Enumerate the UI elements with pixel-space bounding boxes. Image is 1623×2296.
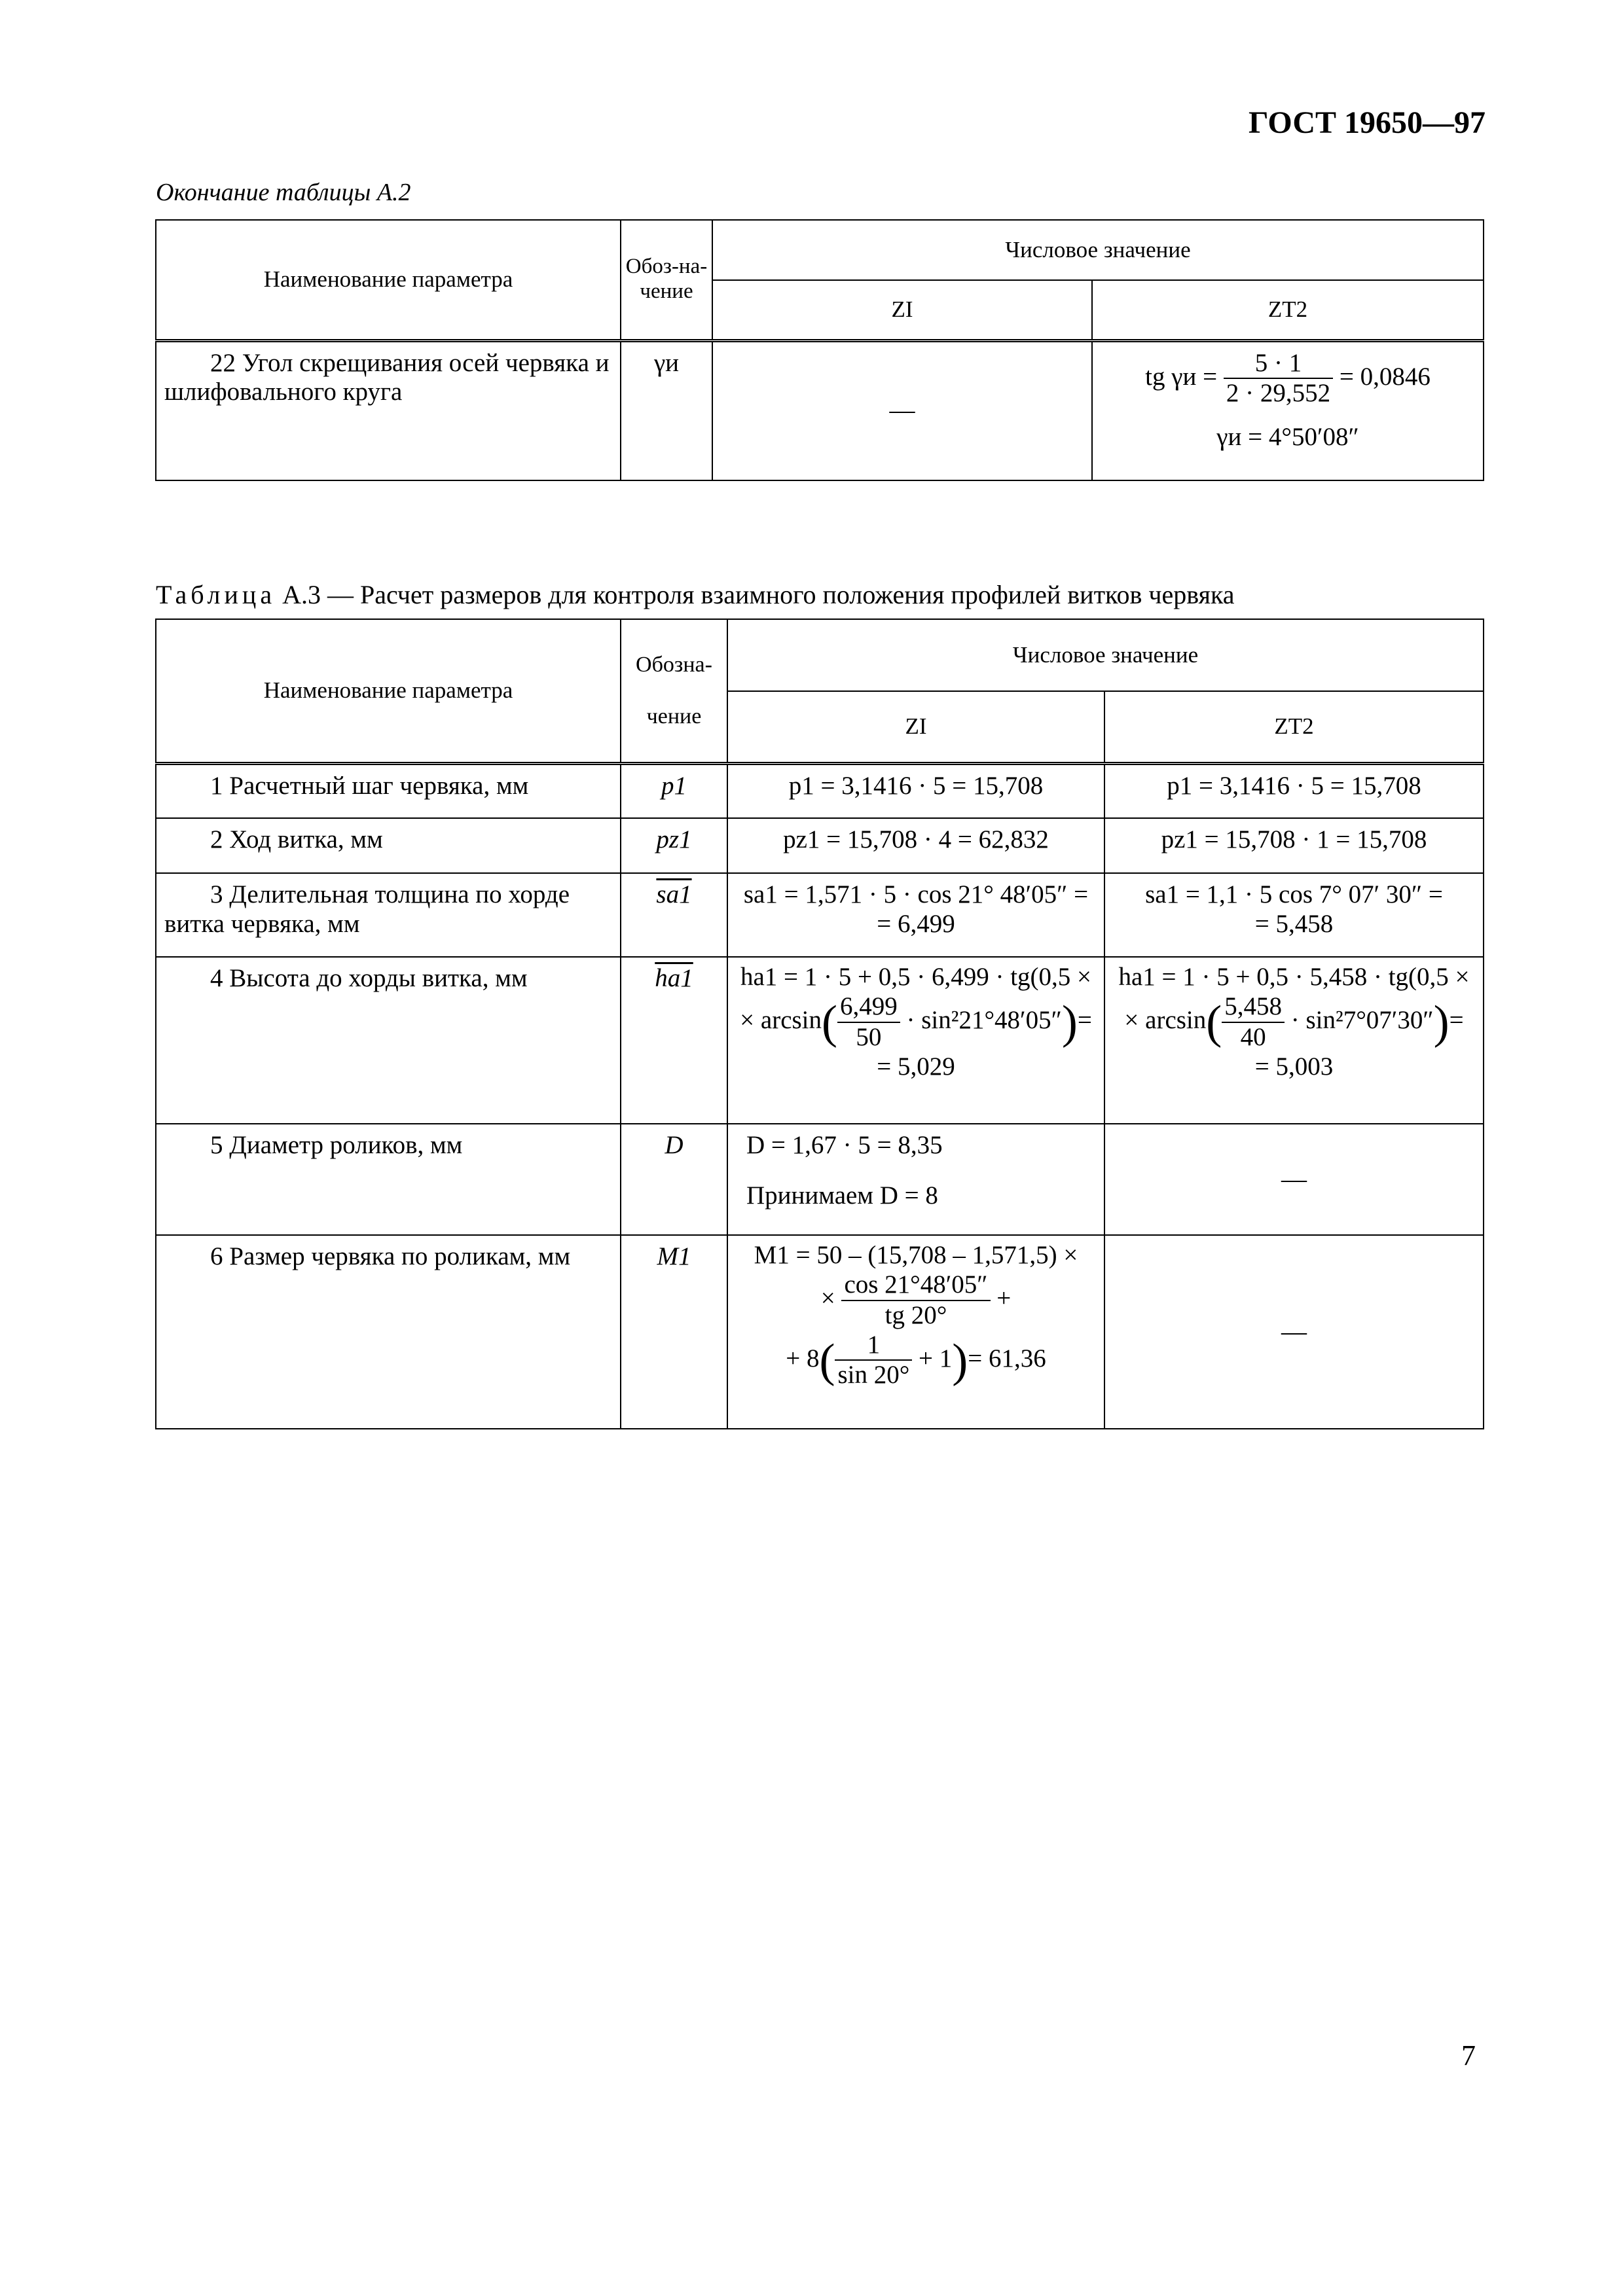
r5-zt2: — — [1104, 1124, 1484, 1235]
header-name: Наименование параметра — [156, 220, 621, 340]
r3-name: 3 Делительная толщина по хорде витка червяка, мм — [156, 873, 621, 957]
header-zi: ZI — [712, 280, 1092, 340]
a3-header-symbol: Обозна- чение — [621, 619, 727, 763]
zt2-den: 2 · 29,552 — [1226, 379, 1331, 408]
r1-name: 1 Расчетный шаг червяка, мм — [156, 763, 621, 818]
zt2-rhs: = 0,0846 — [1339, 362, 1431, 391]
r6-sym: M1 — [621, 1235, 727, 1429]
header-value: Числовое значение — [712, 220, 1484, 280]
table-a3-caption: Таблица А.3 — Расчет размеров для контроля взаимного положения профилей витков червяка — [156, 580, 1235, 609]
table-a2 — [155, 219, 1484, 481]
r4-name: 4 Высота до хорды витка, мм — [156, 957, 621, 1124]
r1-zt2: p1 = 3,1416 · 5 = 15,708 — [1104, 763, 1484, 818]
row-22-symbol: γи — [621, 340, 712, 480]
r1-zi: p1 = 3,1416 · 5 = 15,708 — [727, 763, 1104, 818]
header-symbol: Обоз-на-чение — [621, 220, 712, 340]
header-zt2: ZT2 — [1092, 280, 1484, 340]
table-a3 — [155, 619, 1484, 1429]
r3-sym: sa1 — [621, 873, 727, 957]
zt2-lhs: tg γи = — [1145, 362, 1218, 391]
r5-sym: D — [621, 1124, 727, 1235]
r6-zi: M1 = 50 – (15,708 – 1,571,5) × × $\frac{\cos 21^\circ 48'05''}{tg 20^\circ}$ + + 8( $\frac{1}{\sin 20^\circ}$ + 1)= 61,36 — [727, 1235, 1104, 1429]
r4-zi: ha1 = 1 · 5 + 0,5 · 6,499 · tg(0,5 × × arcsin( $\frac{6,499}{50}$ · sin²21°48′05″)= = 5,029 — [727, 957, 1104, 1124]
zt2-num: 5 · 1 — [1224, 349, 1333, 380]
r2-zi: pz1 = 15,708 · 4 = 62,832 — [727, 818, 1104, 873]
r3-zt2: sa1 = 1,1 · 5 cos 7° 07′ 30″ = = 5,458 — [1104, 873, 1484, 957]
r5-zi: D = 1,67 · 5 = 8,35 Принимаем D = 8 — [727, 1124, 1104, 1235]
a3-header-zi: ZI — [727, 691, 1104, 763]
row-22-zi: — — [712, 340, 1092, 480]
a3-header-name: Наименование параметра — [156, 619, 621, 763]
a3-header-value: Числовое значение — [727, 619, 1484, 691]
page-number: 7 — [1461, 2039, 1476, 2072]
r3-zi: sa1 = 1,571 · 5 · cos 21° 48′05″ = = 6,499 — [727, 873, 1104, 957]
a3-header-zt2: ZT2 — [1104, 691, 1484, 763]
row-22-zt2 — [1092, 340, 1484, 480]
r5-name: 5 Диаметр роликов, мм — [156, 1124, 621, 1235]
r1-sym: p1 — [621, 763, 727, 818]
r2-name: 2 Ход витка, мм — [156, 818, 621, 873]
zt2-line2: γи = 4°50′08″ — [1216, 423, 1359, 452]
document-header: ГОСТ 19650—97 — [1249, 105, 1486, 140]
r6-name: 6 Размер червяка по роликам, мм — [156, 1235, 621, 1429]
r4-zt2: ha1 = 1 · 5 + 0,5 · 5,458 · tg(0,5 × × arcsin( $\frac{5,458}{40}$ · sin²7°07′30″)= = 5,003 — [1104, 957, 1484, 1124]
r6-zt2: — — [1104, 1235, 1484, 1429]
row-22-name: 22 Угол скрещивания осей червяка и шлифовального круга — [156, 340, 621, 480]
r4-sym: ha1 — [621, 957, 727, 1124]
r2-zt2: pz1 = 15,708 · 1 = 15,708 — [1104, 818, 1484, 873]
table-continuation-label: Окончание таблицы А.2 — [156, 179, 411, 206]
r2-sym: pz1 — [621, 818, 727, 873]
